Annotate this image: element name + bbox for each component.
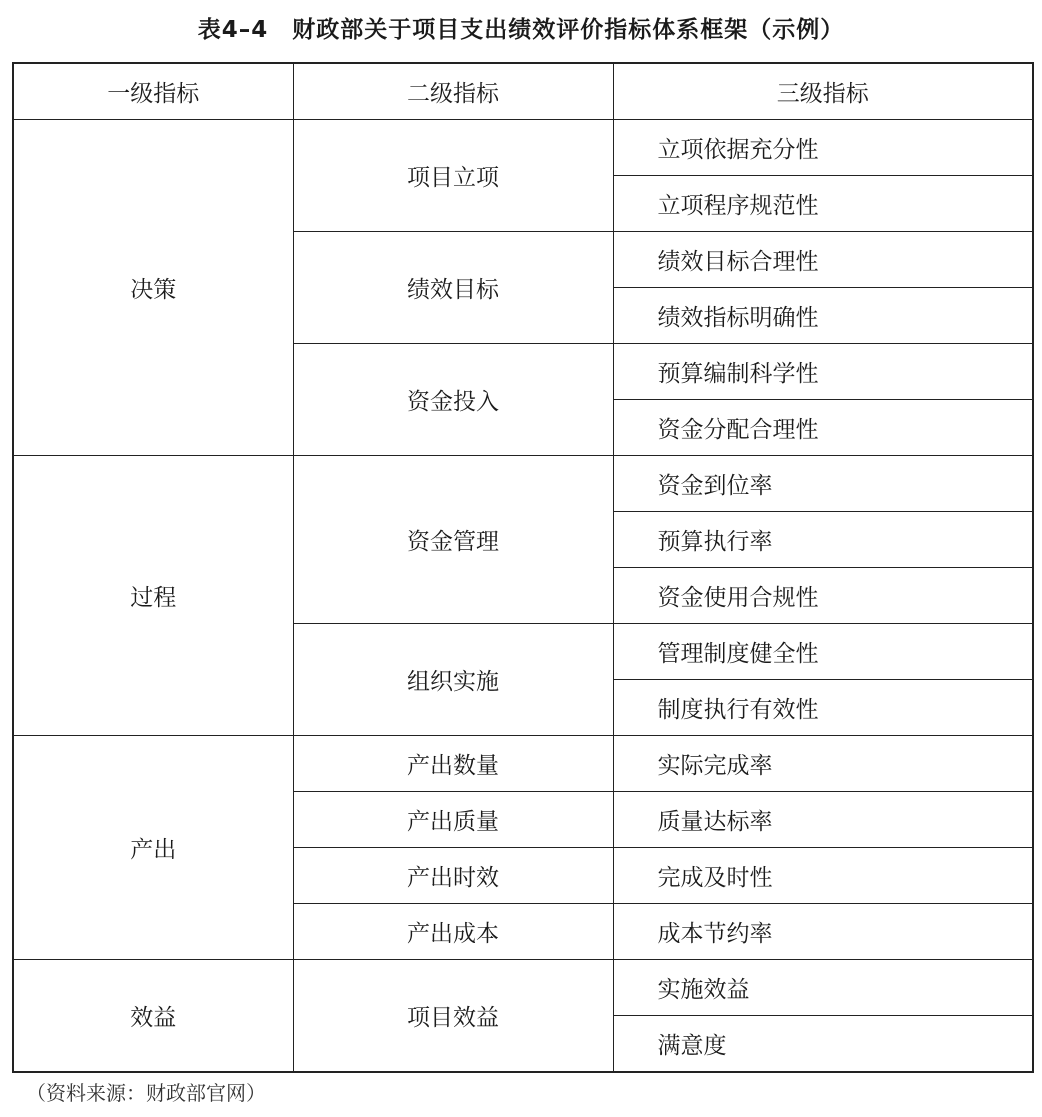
table-row [13,120,1033,176]
level2-cell: 项目效益 [293,960,613,1073]
level3-cell: 成本节约率 [613,904,1033,960]
level3-cell: 完成及时性 [613,848,1033,904]
level3-cell: 质量达标率 [613,792,1033,848]
level3-cell: 绩效目标合理性 [613,232,1033,288]
level3-cell: 资金分配合理性 [613,400,1033,456]
level2-cell: 产出成本 [293,904,613,960]
header-level2: 二级指标 [293,63,613,120]
level2-cell: 资金管理 [293,456,613,624]
level2-cell: 绩效目标 [293,232,613,344]
level2-cell: 资金投入 [293,344,613,456]
level3-cell: 立项程序规范性 [613,176,1033,232]
source-note: （资料来源：财政部官网） [26,1081,266,1105]
level3-cell: 立项依据充分性 [613,120,1033,176]
level1-cell: 决策 [13,120,293,456]
level3-cell: 预算执行率 [613,512,1033,568]
level3-cell: 实施效益 [613,960,1033,1016]
level1-cell: 过程 [13,456,293,736]
header-level3: 三级指标 [613,63,1033,120]
table-row [13,736,1033,792]
level3-cell: 绩效指标明确性 [613,288,1033,344]
level3-cell: 管理制度健全性 [613,624,1033,680]
level2-cell: 产出数量 [293,736,613,792]
level3-cell: 制度执行有效性 [613,680,1033,736]
table-caption: 表4–4 财政部关于项目支出绩效评价指标体系框架（示例） [197,17,845,43]
level3-cell: 满意度 [613,1016,1033,1073]
level3-cell: 资金使用合规性 [613,568,1033,624]
header-row [13,63,1033,120]
level2-cell: 产出质量 [293,792,613,848]
level1-cell: 产出 [13,736,293,960]
table-row [13,960,1033,1016]
level2-cell: 项目立项 [293,120,613,232]
level2-cell: 组织实施 [293,624,613,736]
table-row [13,456,1033,512]
header-level1: 一级指标 [13,63,293,120]
level3-cell: 实际完成率 [613,736,1033,792]
level1-cell: 效益 [13,960,293,1073]
level3-cell: 资金到位率 [613,456,1033,512]
table-body [13,120,1033,1073]
level2-cell: 产出时效 [293,848,613,904]
level3-cell: 预算编制科学性 [613,344,1033,400]
indicator-table [12,62,1034,1073]
